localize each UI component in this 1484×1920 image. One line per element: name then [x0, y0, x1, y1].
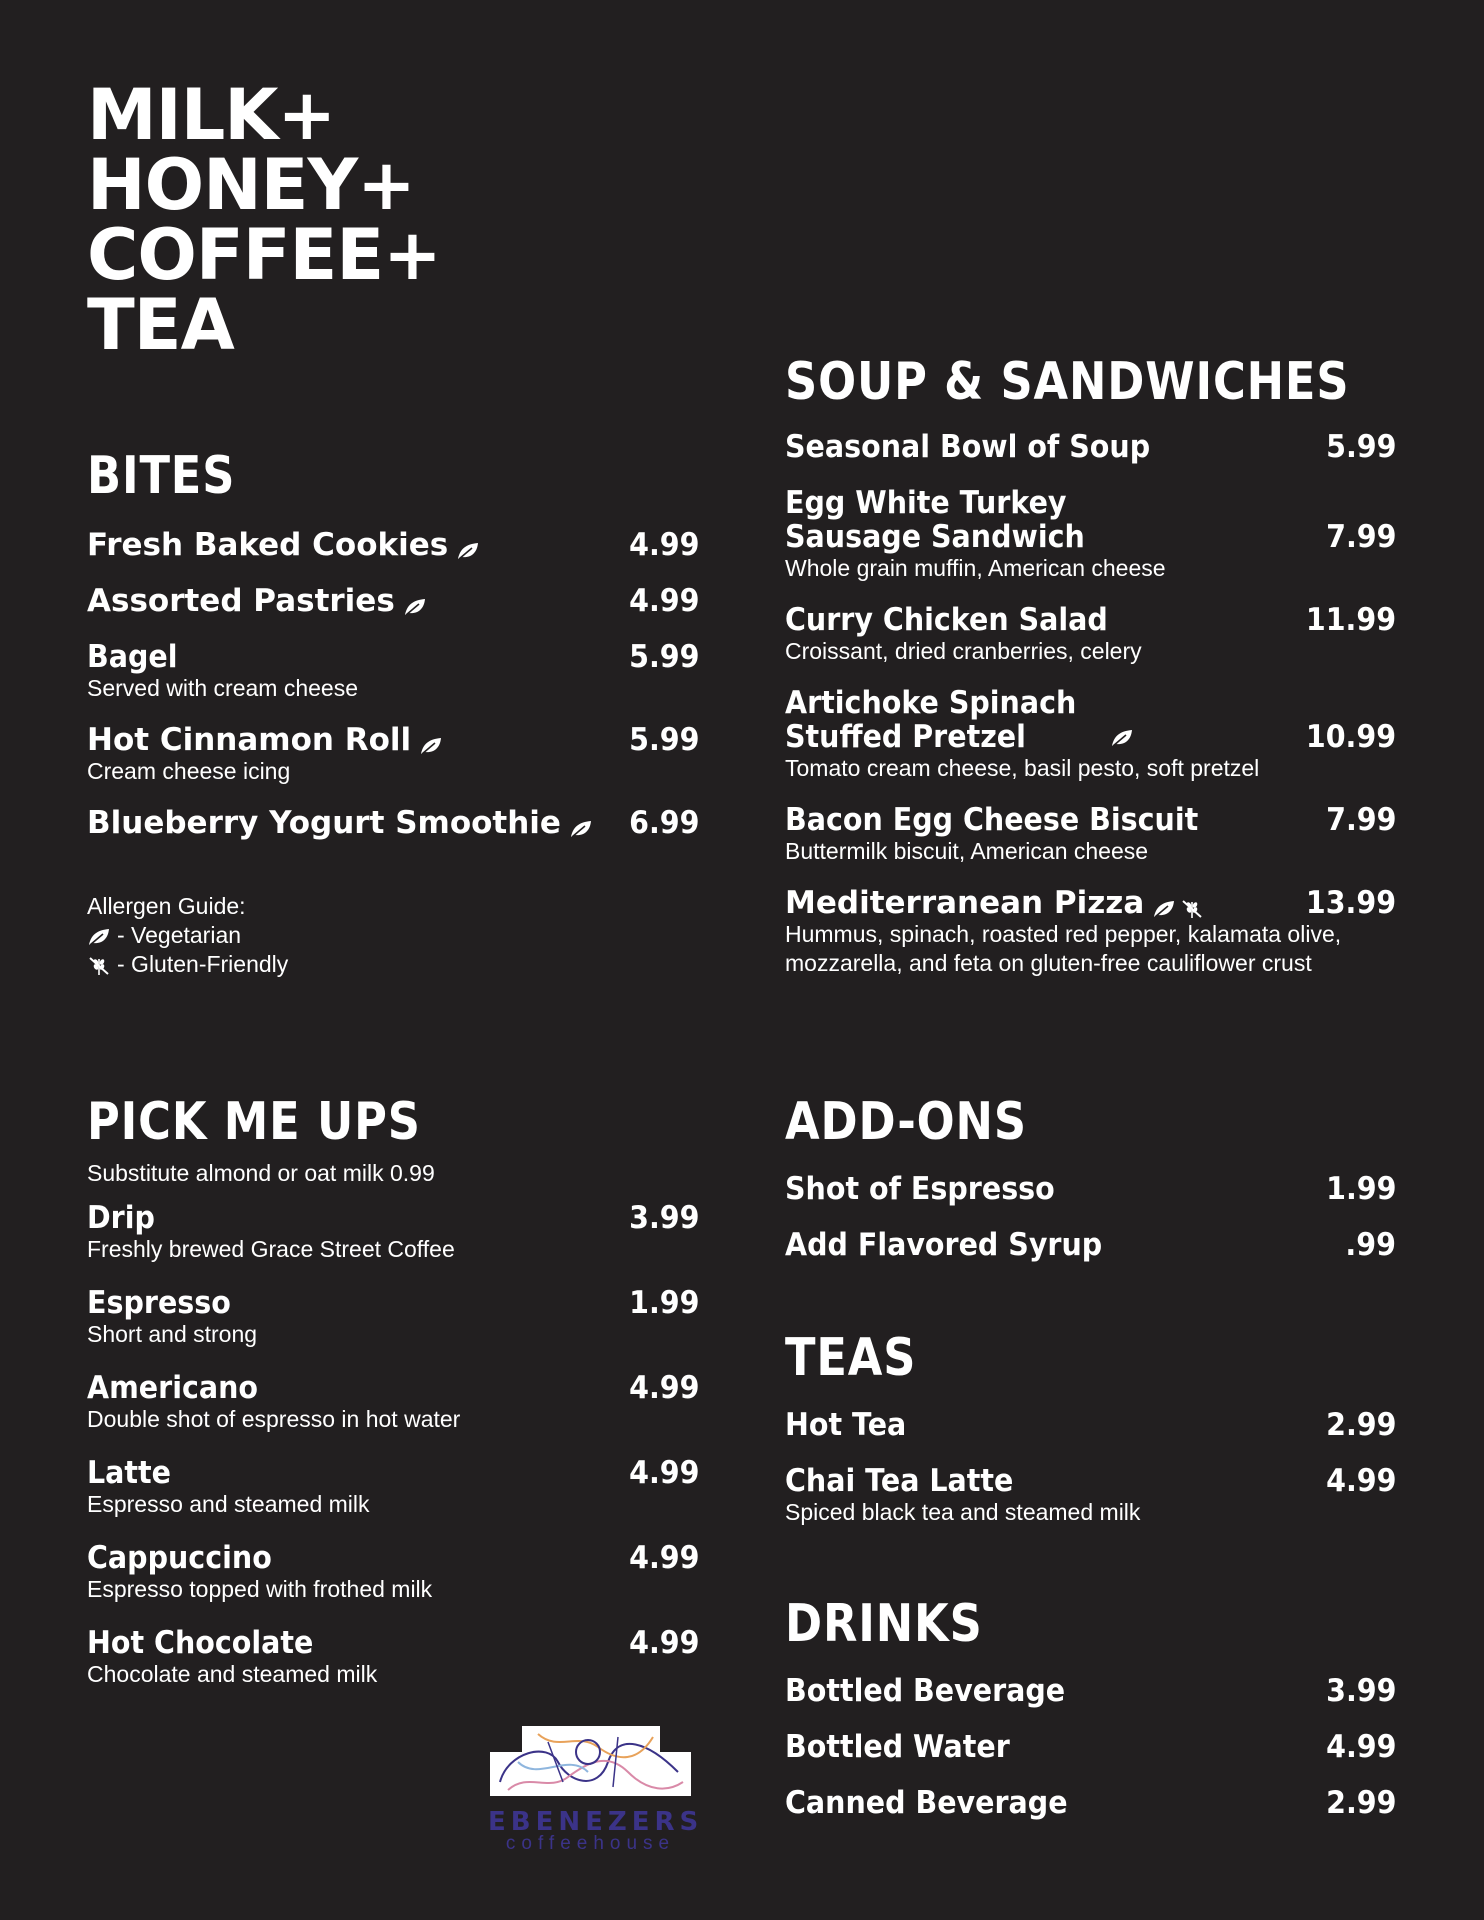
item-name: Hot Chocolate [87, 1625, 314, 1661]
legend-label: - Gluten-Friendly [117, 951, 289, 977]
menu-item [87, 528, 699, 562]
item-name: Bottled Beverage [785, 1673, 1066, 1709]
legend-gluten [87, 950, 699, 979]
item-description: Hummus, spinach, roasted red pepper, kalamata olive, mozzarella, and feta on gluten-free cauliflower crust [785, 921, 1342, 976]
leaf-icon [456, 541, 480, 561]
menu-item [785, 1730, 1396, 1764]
pick-me-ups-section [87, 1092, 699, 1689]
item-description: Served with cream cheese [87, 675, 359, 701]
item-name: Bagel [87, 639, 178, 675]
item-name: Artichoke Spinach Stuffed Pretzel [785, 685, 1077, 755]
item-price: 4.99 [628, 1370, 699, 1406]
wheat-crossed-icon [1180, 899, 1204, 919]
item-name: Chai Tea Latte [785, 1463, 1014, 1499]
section-heading: TEAS [785, 1328, 917, 1388]
item-price: 4.99 [628, 527, 699, 563]
menu-item [785, 1786, 1396, 1820]
item-description: Espresso topped with frothed milk [87, 1576, 433, 1602]
item-price: 4.99 [628, 583, 699, 619]
menu-item [87, 1371, 699, 1434]
item-price: 1.99 [1325, 1171, 1396, 1207]
item-name: Americano [87, 1370, 259, 1406]
leaf-icon [1110, 728, 1134, 748]
menu-item [87, 1626, 699, 1689]
item-price: 2.99 [1325, 1407, 1396, 1443]
menu-item [785, 603, 1396, 666]
section-heading: PICK ME UPS [87, 1092, 421, 1152]
menu-item [87, 1456, 699, 1519]
item-name: Mediterranean Pizza [785, 885, 1145, 921]
menu-item [785, 430, 1396, 464]
menu-item [87, 723, 699, 786]
allergen-guide [87, 892, 699, 979]
item-name: Latte [87, 1455, 172, 1491]
item-description: Spiced black tea and steamed milk [785, 1499, 1141, 1525]
item-description: Whole grain muffin, American cheese [785, 555, 1166, 581]
item-description: Tomato cream cheese, basil pesto, soft pretzel [785, 755, 1260, 781]
item-description: Cream cheese icing [87, 758, 291, 784]
leaf-icon [403, 597, 427, 617]
soup-sandwiches-section [785, 352, 1396, 978]
title-line: HONEY+ [87, 144, 415, 226]
ebenezers-logo [488, 1722, 704, 1855]
item-name: Egg White Turkey Sausage Sandwich [785, 485, 1085, 555]
wheat-crossed-icon [87, 956, 111, 976]
leaf-icon [569, 819, 593, 839]
item-name: Curry Chicken Salad [785, 602, 1108, 638]
item-description: Freshly brewed Grace Street Coffee [87, 1236, 455, 1262]
menu-item [87, 640, 699, 703]
item-description: Short and strong [87, 1321, 258, 1347]
allergen-title: Allergen Guide: [87, 893, 246, 919]
item-price: .99 [1345, 1227, 1396, 1263]
item-name: Blueberry Yogurt Smoothie [87, 805, 561, 841]
title-line: MILK+ [87, 74, 336, 156]
menu-title [87, 74, 441, 366]
menu-item [785, 1464, 1396, 1527]
logo-mark [488, 1722, 693, 1800]
item-name: Seasonal Bowl of Soup [785, 429, 1151, 465]
item-price: 3.99 [1325, 1673, 1396, 1709]
item-price: 11.99 [1305, 602, 1396, 638]
menu-item [785, 686, 1396, 783]
item-name: Bottled Water [785, 1729, 1010, 1765]
item-description: Chocolate and steamed milk [87, 1661, 378, 1687]
menu-item [785, 886, 1396, 978]
add-ons-section [785, 1092, 1396, 1262]
item-name: Shot of Espresso [785, 1171, 1055, 1207]
menu-item [87, 1201, 699, 1264]
section-heading: ADD-ONS [785, 1092, 1027, 1152]
item-name: Add Flavored Syrup [785, 1227, 1103, 1263]
leaf-icon [1152, 899, 1176, 919]
item-price: 5.99 [628, 639, 699, 675]
item-name: Hot Cinnamon Roll [87, 722, 412, 758]
item-name: Bacon Egg Cheese Biscuit [785, 802, 1199, 838]
item-price: 10.99 [1305, 719, 1396, 755]
item-price: 2.99 [1325, 1785, 1396, 1821]
leaf-icon [419, 736, 443, 756]
item-price: 3.99 [628, 1200, 699, 1236]
menu-item [785, 803, 1396, 866]
menu-item [785, 1674, 1396, 1708]
item-name: Cappuccino [87, 1540, 272, 1576]
menu-item [785, 1408, 1396, 1442]
legend-label: - Vegetarian [117, 922, 242, 948]
menu-item [87, 584, 699, 618]
logo-name: EBENEZERS [488, 1807, 704, 1837]
item-price: 4.99 [628, 1540, 699, 1576]
title-line: TEA [87, 284, 234, 366]
item-price: 7.99 [1325, 802, 1396, 838]
item-price: 4.99 [628, 1455, 699, 1491]
item-price: 4.99 [628, 1625, 699, 1661]
item-description: Double shot of espresso in hot water [87, 1406, 461, 1432]
menu-item [87, 1286, 699, 1349]
section-note: Substitute almond or oat milk 0.99 [87, 1160, 435, 1186]
leaf-icon [87, 927, 111, 947]
menu-item [785, 1228, 1396, 1262]
teas-section [785, 1328, 1396, 1527]
item-name: Fresh Baked Cookies [87, 527, 449, 563]
menu-item [785, 486, 1396, 583]
item-price: 6.99 [628, 805, 699, 841]
menu-item [87, 806, 699, 840]
item-price: 5.99 [628, 722, 699, 758]
menu-item [785, 1172, 1396, 1206]
item-price: 5.99 [1325, 429, 1396, 465]
drinks-section [785, 1594, 1396, 1820]
item-name: Drip [87, 1200, 155, 1236]
item-name: Assorted Pastries [87, 583, 395, 619]
item-price: 7.99 [1325, 519, 1396, 555]
section-heading: DRINKS [785, 1594, 983, 1654]
logo-subtitle: coffeehouse [505, 1833, 676, 1854]
section-heading: SOUP & SANDWICHES [785, 352, 1350, 412]
item-price: 13.99 [1305, 885, 1396, 921]
bites-section [87, 446, 699, 979]
title-line: COFFEE+ [87, 214, 441, 296]
item-price: 4.99 [1325, 1463, 1396, 1499]
item-name: Hot Tea [785, 1407, 907, 1443]
item-name: Canned Beverage [785, 1785, 1068, 1821]
item-description: Buttermilk biscuit, American cheese [785, 838, 1149, 864]
menu-item [87, 1541, 699, 1604]
item-price: 1.99 [628, 1285, 699, 1321]
item-price: 4.99 [1325, 1729, 1396, 1765]
item-description: Croissant, dried cranberries, celery [785, 638, 1142, 664]
legend-vegetarian [87, 921, 699, 950]
section-heading: BITES [87, 446, 236, 506]
item-name: Espresso [87, 1285, 231, 1321]
item-description: Espresso and steamed milk [87, 1491, 370, 1517]
